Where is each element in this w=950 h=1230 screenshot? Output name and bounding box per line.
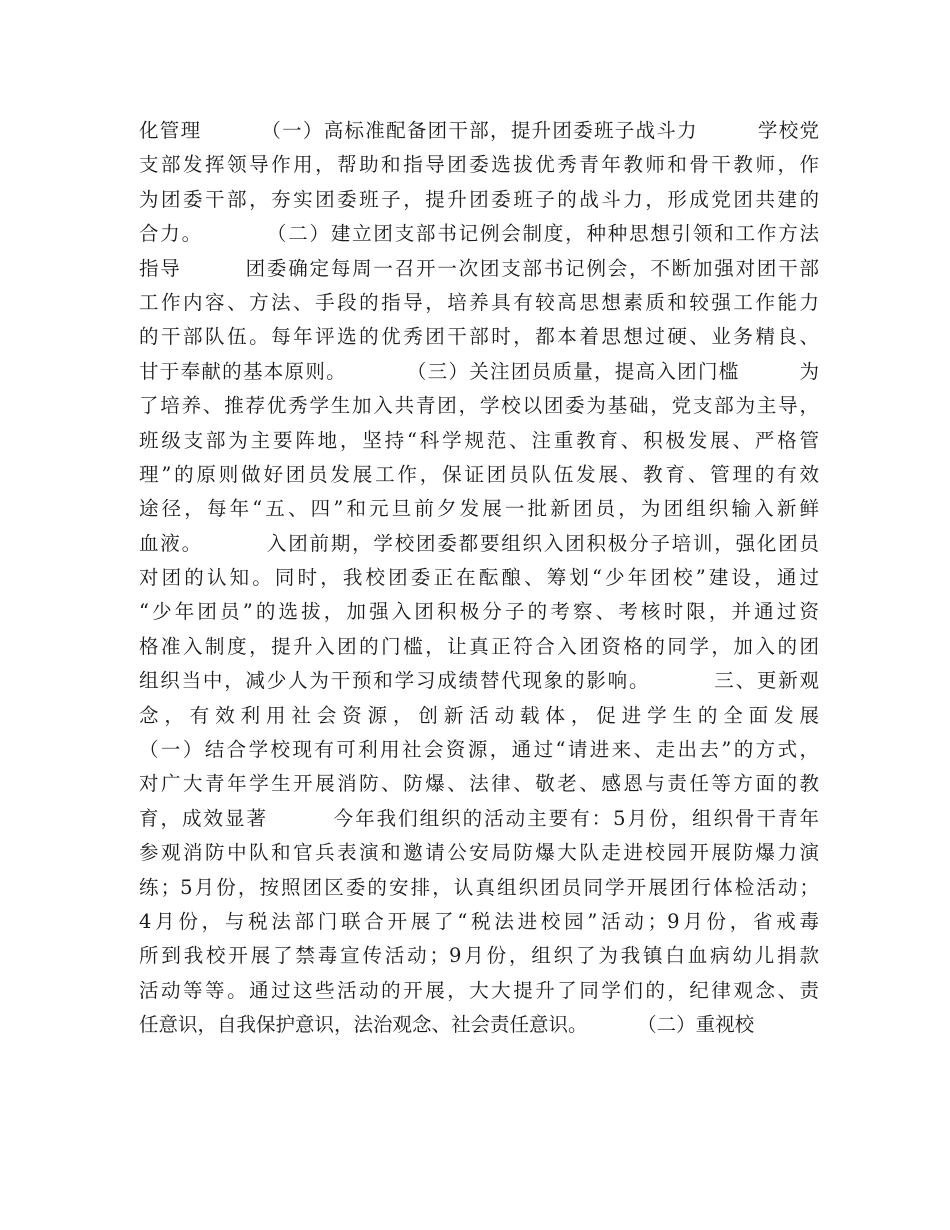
text-line: 了培养、推荐优秀学生加入共青团，学校以团委为基础，党支部为主导， bbox=[139, 394, 819, 418]
text-line: 血液。 入团前期，学校团委都要组织入团积极分子培训，强化团员 bbox=[139, 531, 819, 555]
text-line: “少年团员”的选拔，加强入团积极分子的考察、考核时限，并通过资 bbox=[139, 600, 819, 624]
text-line: 格准入制度，提升入团的门槛，让真正符合入团资格的同学，加入的团 bbox=[139, 634, 819, 658]
text-line: 理”的原则做好团员发展工作，保证团员队伍发展、教育、管理的有效 bbox=[139, 462, 819, 486]
body-text bbox=[139, 114, 819, 1043]
text-line: 化管理 （一）高标准配备团干部，提升团委班子战斗力 学校党 bbox=[139, 119, 819, 142]
text-line: 任意识，自我保护意识，法治观念、社会责任意识。 （二）重视校 bbox=[139, 1013, 755, 1037]
text-line: 工作内容、方法、手段的指导，培养具有较高思想素质和较强工作能力 bbox=[139, 290, 819, 314]
text-line: 活动等等。通过这些活动的开展，大大提升了同学们的，纪律观念、责 bbox=[139, 978, 819, 1002]
text-line: 对广大青年学生开展消防、防爆、法律、敬老、感恩与责任等方面的教 bbox=[139, 772, 819, 796]
text-line: 指导 团委确定每周一召开一次团支部书记例会，不断加强对团干部 bbox=[139, 256, 819, 280]
text-line: 为团委干部，夯实团委班子，提升团委班子的战斗力，形成党团共建的 bbox=[139, 187, 819, 211]
text-line: 组织当中，减少人为干预和学习成绩替代现象的影响。 三、更新观 bbox=[139, 669, 819, 693]
text-line: 参观消防中队和官兵表演和邀请公安局防爆大队走进校园开展防爆力演 bbox=[139, 841, 819, 865]
text-line: 4月份，与税法部门联合开展了“税法进校园”活动；9月份，省戒毒 bbox=[139, 909, 819, 933]
text-line: 班级支部为主要阵地，坚持“科学规范、注重教育、积极发展、严格管 bbox=[139, 428, 819, 452]
text-line: 对团的认知。同时，我校团委正在酝酿、筹划“少年团校”建设，通过 bbox=[139, 566, 819, 590]
text-line: 念，有效利用社会资源，创新活动载体，促进学生的全面发展 bbox=[139, 703, 819, 727]
text-line: 练；5月份，按照团区委的安排，认真组织团员同学开展团行体检活动； bbox=[139, 875, 819, 899]
text-line: 育，成效显著 今年我们组织的活动主要有：5月份，组织骨干青年 bbox=[139, 806, 819, 830]
text-line: 的干部队伍。每年评选的优秀团干部时，都本着思想过硬、业务精良、 bbox=[139, 325, 819, 349]
text-line: 甘于奉献的基本原则。 （三）关注团员质量，提高入团门槛 为 bbox=[139, 359, 819, 383]
text-line: 支部发挥领导作用，帮助和指导团委选拔优秀青年教师和骨干教师，作 bbox=[139, 153, 819, 177]
text-line: 途径，每年“五、四”和元旦前夕发展一批新团员，为团组织输入新鲜 bbox=[139, 497, 819, 521]
text-line: （一）结合学校现有可利用社会资源，通过“请进来、走出去”的方式， bbox=[139, 738, 819, 762]
text-line: 合力。 （二）建立团支部书记例会制度，种种思想引领和工作方法 bbox=[139, 222, 819, 246]
text-line: 所到我校开展了禁毒宣传活动；9月份，组织了为我镇白血病幼儿捐款 bbox=[139, 944, 819, 968]
